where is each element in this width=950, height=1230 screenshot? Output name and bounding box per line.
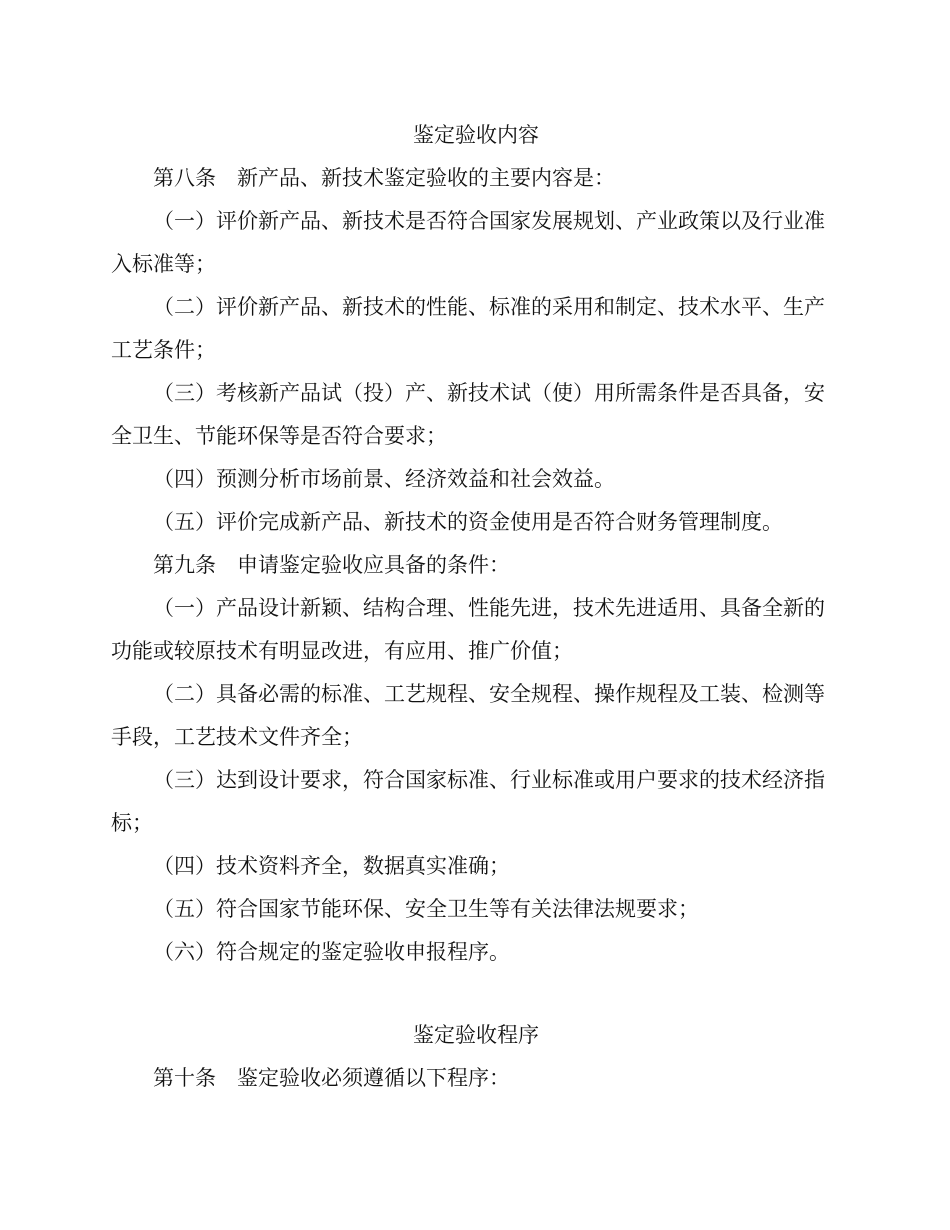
section-heading-content: 鉴定验收内容 — [413, 123, 539, 147]
article-10: 第十条 鉴定验收必须遵循以下程序： — [153, 1066, 510, 1090]
article-9: 第九条 申请鉴定验收应具备的条件： — [153, 553, 510, 577]
section-spacer — [111, 974, 841, 1014]
article-9-item-4: （四）技术资料齐全，数据真实准确； — [153, 854, 510, 878]
article-8-item-4: （四）预测分析市场前景、经济效益和社会效益。 — [153, 467, 615, 491]
article-9-item-1: （一）产品设计新颖、结构合理、性能先进，技术先进适用、具备全新的功能或较原技术有明显改进，有应用、推广价值； — [111, 596, 825, 663]
article-9-item-2: （二）具备必需的标准、工艺规程、安全规程、操作规程及工装、检测等手段，工艺技术文件齐全； — [111, 682, 825, 749]
article-9-item-6: （六）符合规定的鉴定验收申报程序。 — [153, 940, 510, 964]
article-8-item-2: （二）评价新产品、新技术的性能、标准的采用和制定、技术水平、生产工艺条件； — [111, 295, 825, 362]
article-8-item-5: （五）评价完成新产品、新技术的资金使用是否符合财务管理制度。 — [153, 510, 783, 534]
article-8: 第八条 新产品、新技术鉴定验收的主要内容是： — [153, 166, 615, 190]
article-9-item-5: （五）符合国家节能环保、安全卫生等有关法律法规要求； — [153, 897, 699, 921]
article-9-item-3: （三）达到设计要求，符合国家标准、行业标准或用户要求的技术经济指标； — [111, 768, 825, 835]
article-8-item-1: （一）评价新产品、新技术是否符合国家发展规划、产业政策以及行业准入标准等； — [111, 209, 825, 276]
document-body — [111, 114, 841, 1100]
article-8-item-3: （三）考核新产品试（投）产、新技术试（使）用所需条件是否具备，安全卫生、节能环保等是否符合要求； — [111, 381, 825, 448]
section-heading-procedure: 鉴定验收程序 — [413, 1023, 539, 1047]
